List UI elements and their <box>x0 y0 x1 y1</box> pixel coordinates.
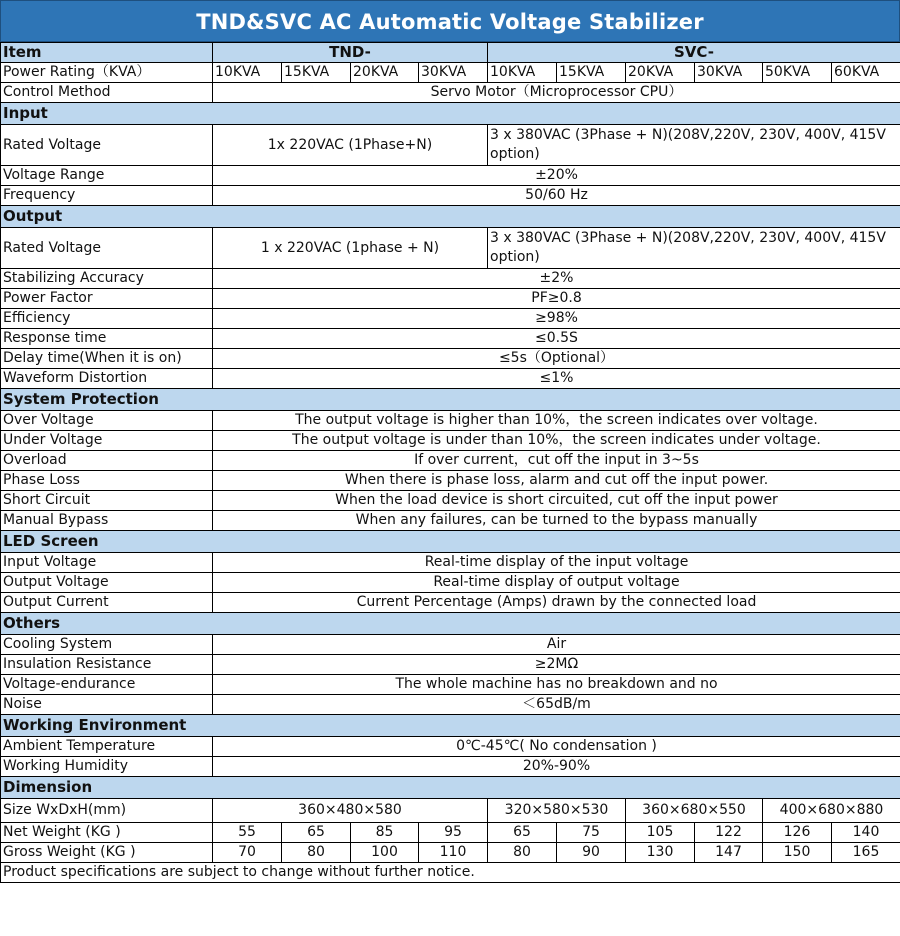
row-value: ＜65dB/m <box>213 695 900 715</box>
cell: 140 <box>832 823 900 843</box>
svc-value: 3 x 380VAC (3Phase + N)(208V,220V, 230V, 400V, 415V option) <box>488 125 900 166</box>
svc-value: 3 x 380VAC (3Phase + N)(208V,220V, 230V, 400V, 415V option) <box>488 228 900 269</box>
cell: 360×480×580 <box>213 799 488 823</box>
row-label: Delay time(When it is on) <box>1 349 213 369</box>
power-rating-row <box>1 63 900 83</box>
cell: 95 <box>419 823 488 843</box>
row-label: Rated Voltage <box>1 228 213 269</box>
table-row <box>1 431 900 451</box>
row-label: Voltage-endurance <box>1 675 213 695</box>
row-value: When there is phase loss, alarm and cut off the input power. <box>213 471 900 491</box>
cell: 20KVA <box>626 63 695 83</box>
svc-header: SVC- <box>488 43 900 63</box>
cell: 400×680×880 <box>763 799 900 823</box>
table-row <box>1 491 900 511</box>
cell: 20KVA <box>351 63 419 83</box>
row-value: Servo Motor（Microprocessor CPU） <box>213 83 900 103</box>
tnd-value: 1x 220VAC (1Phase+N) <box>213 125 488 166</box>
section-title: Others <box>1 613 900 635</box>
cell: 70 <box>213 843 282 863</box>
table-row <box>1 757 900 777</box>
cell: 15KVA <box>557 63 626 83</box>
cell: 30KVA <box>695 63 763 83</box>
row-label: Waveform Distortion <box>1 369 213 389</box>
row-label: Power Rating（KVA） <box>1 63 213 83</box>
row-label: Overload <box>1 451 213 471</box>
input-rated-voltage-row <box>1 125 900 166</box>
row-label: Rated Voltage <box>1 125 213 166</box>
row-value: ≥98% <box>213 309 900 329</box>
footer-note: Product specifications are subject to change without further notice. <box>1 863 900 883</box>
row-label: Manual Bypass <box>1 511 213 531</box>
table-row <box>1 471 900 491</box>
section-output <box>1 206 900 228</box>
row-value: 0℃-45℃( No condensation ) <box>213 737 900 757</box>
row-label: Input Voltage <box>1 553 213 573</box>
section-input <box>1 103 900 125</box>
cell: 65 <box>282 823 351 843</box>
section-led <box>1 531 900 553</box>
table-row <box>1 511 900 531</box>
table-row <box>1 369 900 389</box>
spec-table <box>0 42 900 883</box>
cell: 110 <box>419 843 488 863</box>
cell: 50KVA <box>763 63 832 83</box>
table-row <box>1 695 900 715</box>
output-rated-voltage-row <box>1 228 900 269</box>
row-label: Frequency <box>1 186 213 206</box>
table-row <box>1 737 900 757</box>
row-label: Response time <box>1 329 213 349</box>
row-label: Stabilizing Accuracy <box>1 269 213 289</box>
row-label: Phase Loss <box>1 471 213 491</box>
row-value: 20%-90% <box>213 757 900 777</box>
table-row <box>1 573 900 593</box>
row-value: The output voltage is higher than 10%，the screen indicates over voltage. <box>213 411 900 431</box>
gross-weight-row <box>1 843 900 863</box>
section-title: Output <box>1 206 900 228</box>
table-row <box>1 593 900 613</box>
table-row <box>1 655 900 675</box>
row-value: ±20% <box>213 166 900 186</box>
cell: 122 <box>695 823 763 843</box>
row-label: Under Voltage <box>1 431 213 451</box>
row-label: Efficiency <box>1 309 213 329</box>
row-value: ≤0.5S <box>213 329 900 349</box>
cell: 126 <box>763 823 832 843</box>
cell: 80 <box>488 843 557 863</box>
table-row <box>1 349 900 369</box>
table-row <box>1 269 900 289</box>
row-value: The whole machine has no breakdown and no <box>213 675 900 695</box>
section-dimension <box>1 777 900 799</box>
section-title: Dimension <box>1 777 900 799</box>
cell: 15KVA <box>282 63 351 83</box>
header-row <box>1 43 900 63</box>
section-title: Working Environment <box>1 715 900 737</box>
cell: 130 <box>626 843 695 863</box>
section-title: Input <box>1 103 900 125</box>
row-value: When any failures, can be turned to the bypass manually <box>213 511 900 531</box>
table-row <box>1 675 900 695</box>
cell: 10KVA <box>213 63 282 83</box>
cell: 320×580×530 <box>488 799 626 823</box>
row-value: Current Percentage (Amps) drawn by the connected load <box>213 593 900 613</box>
section-others <box>1 613 900 635</box>
row-label: Size WxDxH(mm) <box>1 799 213 823</box>
row-label: Control Method <box>1 83 213 103</box>
row-label: Net Weight (KG ) <box>1 823 213 843</box>
row-value: ≥2MΩ <box>213 655 900 675</box>
control-method-row <box>1 83 900 103</box>
row-value: Real-time display of the input voltage <box>213 553 900 573</box>
row-value: 50/60 Hz <box>213 186 900 206</box>
cell: 30KVA <box>419 63 488 83</box>
row-value: Real-time display of output voltage <box>213 573 900 593</box>
cell: 60KVA <box>832 63 900 83</box>
cell: 85 <box>351 823 419 843</box>
row-label: Output Current <box>1 593 213 613</box>
cell: 100 <box>351 843 419 863</box>
row-label: Noise <box>1 695 213 715</box>
row-value: If over current，cut off the input in 3~5s <box>213 451 900 471</box>
row-label: Ambient Temperature <box>1 737 213 757</box>
cell: 65 <box>488 823 557 843</box>
frequency-row <box>1 186 900 206</box>
cell: 150 <box>763 843 832 863</box>
row-value: Air <box>213 635 900 655</box>
row-label: Over Voltage <box>1 411 213 431</box>
table-row <box>1 309 900 329</box>
row-label: Working Humidity <box>1 757 213 777</box>
row-label: Insulation Resistance <box>1 655 213 675</box>
cell: 165 <box>832 843 900 863</box>
cell: 105 <box>626 823 695 843</box>
table-row <box>1 635 900 655</box>
net-weight-row <box>1 823 900 843</box>
row-value: The output voltage is under than 10%，the screen indicates under voltage. <box>213 431 900 451</box>
cell: 75 <box>557 823 626 843</box>
row-value: ≤5s（Optional） <box>213 349 900 369</box>
tnd-value: 1 x 220VAC (1phase + N) <box>213 228 488 269</box>
row-label: Cooling System <box>1 635 213 655</box>
page-title: TND&SVC AC Automatic Voltage Stabilizer <box>0 0 900 42</box>
row-value: ≤1% <box>213 369 900 389</box>
footer-row <box>1 863 900 883</box>
cell: 360×680×550 <box>626 799 763 823</box>
section-environment <box>1 715 900 737</box>
cell: 55 <box>213 823 282 843</box>
cell: 147 <box>695 843 763 863</box>
cell: 90 <box>557 843 626 863</box>
row-label: Voltage Range <box>1 166 213 186</box>
row-label: Power Factor <box>1 289 213 309</box>
row-label: Short Circuit <box>1 491 213 511</box>
section-title: LED Screen <box>1 531 900 553</box>
section-protection <box>1 389 900 411</box>
size-row <box>1 799 900 823</box>
row-label: Output Voltage <box>1 573 213 593</box>
row-value: ±2% <box>213 269 900 289</box>
table-row <box>1 553 900 573</box>
table-row <box>1 451 900 471</box>
table-row <box>1 329 900 349</box>
table-row <box>1 411 900 431</box>
row-value: When the load device is short circuited, cut off the input power <box>213 491 900 511</box>
tnd-header: TND- <box>213 43 488 63</box>
section-title: System Protection <box>1 389 900 411</box>
table-row <box>1 289 900 309</box>
cell: 80 <box>282 843 351 863</box>
cell: 10KVA <box>488 63 557 83</box>
item-header: Item <box>1 43 213 63</box>
row-value: PF≥0.8 <box>213 289 900 309</box>
voltage-range-row <box>1 166 900 186</box>
row-label: Gross Weight (KG ) <box>1 843 213 863</box>
